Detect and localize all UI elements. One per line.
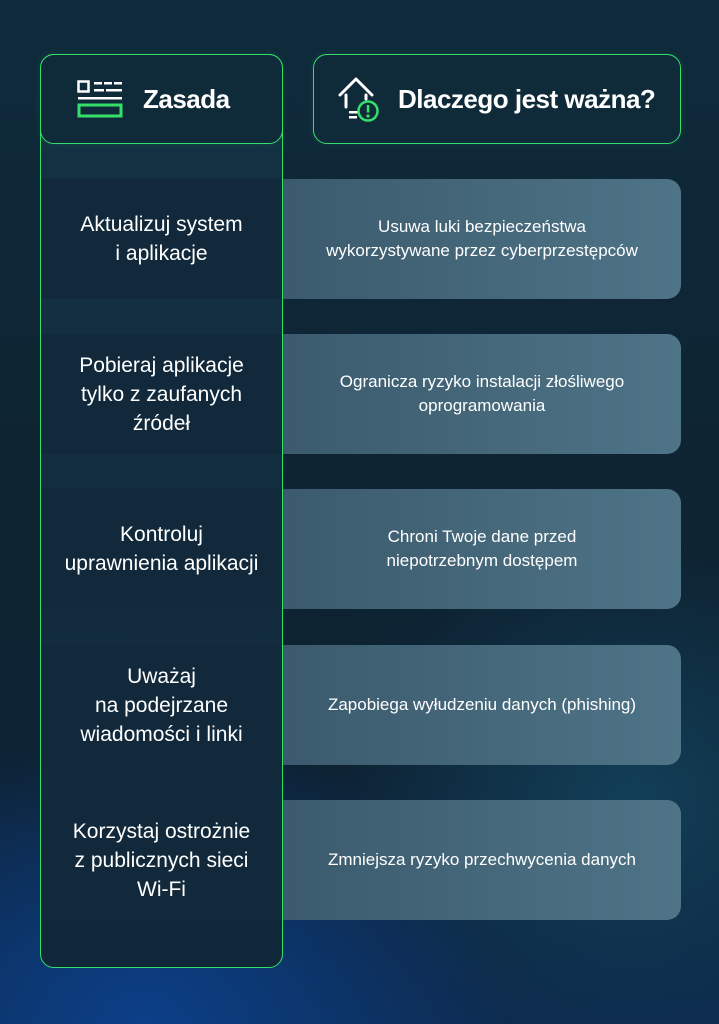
rule-cell [41, 334, 282, 454]
reason-cell [283, 334, 681, 454]
reason-cell [283, 800, 681, 920]
reason-cell [283, 645, 681, 765]
reason-text: Ogranicza ryzyko instalacji złośliwego oprogramowania [339, 372, 625, 415]
list-icon [77, 80, 127, 118]
rule-cell [41, 179, 282, 299]
rule-text: Aktualizuj system i aplikacje [80, 213, 243, 265]
rule-text: Uważaj na podejrzane wiadomości i linki [80, 664, 243, 746]
rule-text: Pobieraj aplikacje tylko z zaufanych źródeł [79, 353, 244, 435]
rule-cell [41, 489, 282, 609]
reason-text: Chroni Twoje dane przed niepotrzebnym dostępem [386, 527, 578, 570]
rule-header [40, 54, 283, 144]
reason-text: Usuwa luki bezpieczeństwa wykorzystywane przez cyberprzestępców [326, 217, 638, 260]
rule-header-title: Zasada [143, 83, 230, 114]
reason-text: Zmniejsza ryzyko przechwycenia danych [327, 850, 636, 869]
rule-text: Korzystaj ostrożnie z publicznych sieci Wi-Fi [72, 819, 251, 901]
reason-cell [283, 179, 681, 299]
home-warning-icon [336, 73, 382, 125]
rule-cell [41, 800, 282, 920]
why-header [313, 54, 681, 144]
rule-cell [41, 645, 282, 765]
rule-text: Kontroluj uprawnienia aplikacji [64, 523, 259, 575]
why-header-title: Dlaczego jest ważna? [398, 83, 656, 114]
reason-text: Zapobiega wyłudzeniu danych (phishing) [327, 695, 637, 714]
reason-cell [283, 489, 681, 609]
